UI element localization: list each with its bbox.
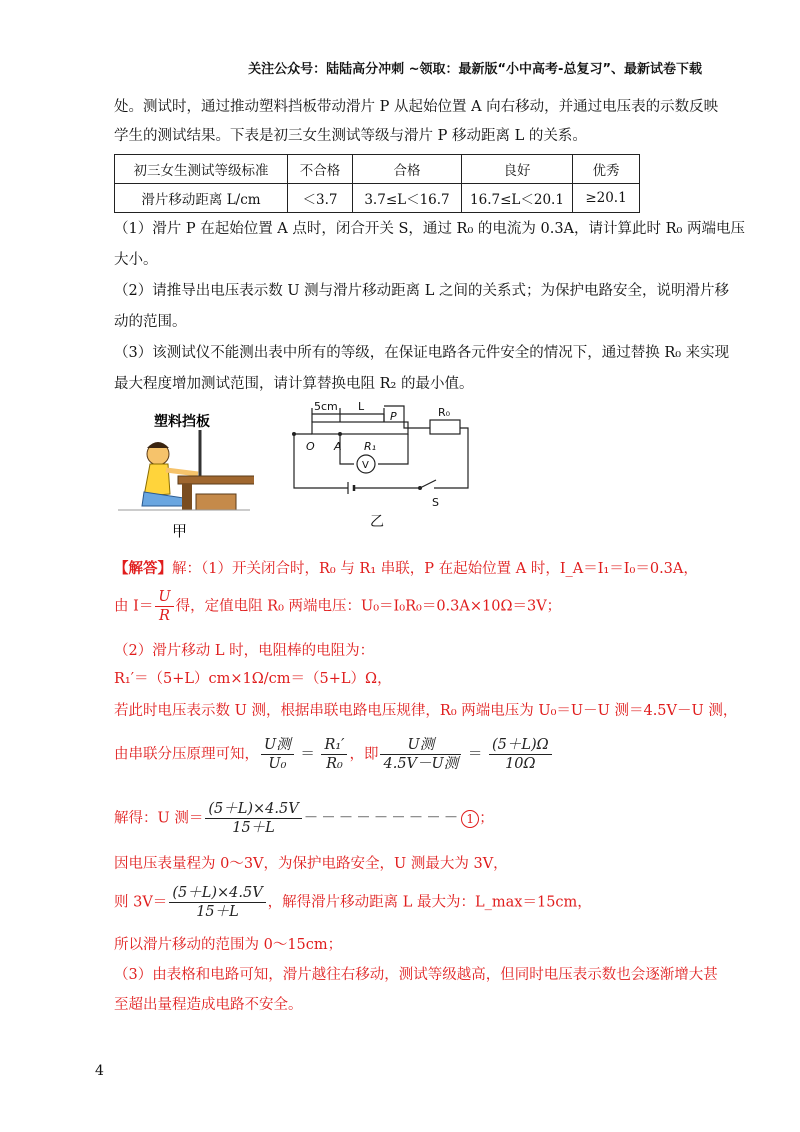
fraction-denominator: 10Ω bbox=[505, 756, 536, 772]
r0-resistor bbox=[430, 420, 460, 434]
fraction-denominator: 15＋L bbox=[232, 820, 275, 836]
dash-leader: －－－－－－－－－ bbox=[303, 810, 462, 827]
label-L: L bbox=[358, 400, 365, 413]
fraction-numerator: (5＋L)×4.5V bbox=[169, 884, 265, 903]
answer-line: 至超出量程造成电路不安全。 bbox=[114, 997, 303, 1013]
fraction-numerator: (5＋L)Ω bbox=[489, 736, 552, 755]
answer-text: 解得：U 测＝ bbox=[114, 810, 204, 827]
grade-table bbox=[114, 154, 640, 213]
fraction-denominator: R bbox=[159, 608, 170, 624]
junction-dot bbox=[338, 432, 342, 436]
question-line: （3）该测试仪不能测出表中所有的等级，在保证电路各元件安全的情况下，通过替换 R₀ 来实现 bbox=[114, 345, 730, 361]
answer-line: 由串联分压原理可知， $\frac{\text{U测}}{\text{U₀}}$ ＝ $\frac{\text{R₁′}}{\text{R₀}}$ ，即 $\frac{\text{U测}}{\text{4.5V－U测}}$ ＝ $\frac{(5+L)\Omega}{10\Omega}$ bbox=[114, 736, 554, 773]
answer-text: ，即 bbox=[349, 746, 379, 763]
fraction-denominator: 4.5V－U测 bbox=[383, 756, 459, 772]
table-cell: 16.7≤L＜20.1 bbox=[462, 184, 573, 213]
answer-text: 得，定值电阻 R₀ 两端电压：U₀＝I₀R₀＝0.3A×10Ω＝3V； bbox=[175, 598, 562, 615]
fraction bbox=[261, 736, 294, 773]
question-line: （1）滑片 P 在起始位置 A 点时，闭合开关 S，通过 R₀ 的电流为 0.3A，请计算此时 R₀ 两端电压 bbox=[114, 221, 745, 237]
fraction bbox=[380, 736, 461, 773]
table-row bbox=[115, 184, 640, 213]
table-cell: 3.7≤L＜16.7 bbox=[353, 184, 462, 213]
label-R1: R₁ bbox=[364, 440, 377, 453]
resistor-rod bbox=[312, 422, 408, 434]
switch-pivot bbox=[418, 486, 422, 490]
fraction bbox=[205, 800, 301, 837]
fraction-numerator: (5＋L)×4.5V bbox=[205, 800, 301, 819]
table-cell: 优秀 bbox=[573, 155, 640, 184]
label-P: P bbox=[390, 410, 397, 423]
answer-line: （2）滑片移动 L 时，电阻棒的电阻为： bbox=[114, 643, 375, 659]
junction-dot bbox=[292, 432, 296, 436]
table-cell: ≥20.1 bbox=[573, 184, 640, 213]
intro-line: 处。测试时，通过推动塑料挡板带动滑片 P 从起始位置 A 向右移动，并通过电压表的示数反映 bbox=[114, 99, 719, 115]
child-arm bbox=[166, 470, 198, 474]
table-header-row bbox=[115, 155, 640, 184]
table-cell: 良好 bbox=[462, 155, 573, 184]
fraction-numerator: U bbox=[155, 588, 173, 607]
answer-line bbox=[114, 588, 561, 625]
answer-line bbox=[114, 800, 494, 837]
answer-line: R₁′＝（5+L）cm×1Ω/cm＝（5+L）Ω， bbox=[114, 671, 392, 687]
table-cell: 不合格 bbox=[288, 155, 353, 184]
table-cell: 合格 bbox=[353, 155, 462, 184]
fraction-numerator: U测 bbox=[261, 736, 294, 755]
measure-box-leg bbox=[182, 484, 192, 510]
child-body bbox=[144, 464, 170, 496]
fraction bbox=[489, 736, 552, 773]
answer-text: ，解得滑片移动距离 L 最大为：L_max＝15cm， bbox=[267, 894, 592, 911]
answer-text: ； bbox=[479, 810, 494, 827]
switch-blade bbox=[420, 480, 436, 488]
intro-line: 学生的测试结果。下表是初三女生测试等级与滑片 P 移动距离 L 的关系。 bbox=[114, 128, 587, 144]
answer-line: 若此时电压表示数 U 测，根据串联电路电压规律，R₀ 两端电压为 U₀＝U－U 测＝4.5V－U 测， bbox=[114, 703, 738, 719]
label-S: S bbox=[432, 496, 439, 509]
child-hair bbox=[147, 442, 169, 448]
page-header: 关注公众号：陆陆高分冲刺 ~领取：最新版“小中高考-总复习”、最新试卷下载 bbox=[248, 62, 702, 77]
wire-voltmeter-left bbox=[340, 434, 354, 464]
fraction bbox=[155, 588, 173, 625]
label-V: V bbox=[362, 460, 369, 471]
question-line: 最大程度增加测试范围，请计算替换电阻 R₂ 的最小值。 bbox=[114, 376, 474, 392]
figure-jia-label: 甲 bbox=[172, 522, 188, 540]
table-cell: 滑片移动距离 L/cm bbox=[115, 184, 288, 213]
question-line: 大小。 bbox=[114, 252, 158, 268]
answer-line bbox=[114, 884, 592, 921]
label-5cm: 5cm bbox=[314, 400, 338, 413]
answer-line: 因电压表量程为 0～3V，为保护电路安全，U 测最大为 3V， bbox=[114, 856, 508, 872]
answer-line: （3）由表格和电路可知，滑片越往右移动，测试等级越高，但同时电压表示数也会逐渐增大甚 bbox=[114, 967, 718, 983]
label-O: O bbox=[306, 440, 315, 453]
fraction-numerator: U测 bbox=[380, 736, 461, 755]
fraction-denominator: R₀ bbox=[326, 756, 343, 772]
answer-line bbox=[114, 560, 698, 578]
answer-text: 由串联分压原理可知， bbox=[114, 746, 259, 763]
measure-box-top bbox=[178, 476, 254, 484]
question-line: 动的范围。 bbox=[114, 314, 187, 330]
fraction bbox=[321, 736, 347, 773]
answer-tag: 【解答】 bbox=[114, 560, 172, 577]
figure-jia bbox=[114, 402, 254, 542]
figure-yi-circuit bbox=[284, 392, 484, 532]
figure-jia-title: 塑料挡板 bbox=[154, 414, 210, 430]
table-cell: ＜3.7 bbox=[288, 184, 353, 213]
fraction-numerator: R₁′ bbox=[321, 736, 347, 755]
fraction-denominator: U₀ bbox=[268, 756, 287, 772]
fraction-denominator: 15＋L bbox=[196, 904, 239, 920]
answer-text: 则 3V＝ bbox=[114, 894, 168, 911]
label-A: A bbox=[334, 440, 342, 453]
measure-box-base bbox=[196, 494, 236, 510]
equation-marker: 1 bbox=[461, 810, 479, 828]
wire-voltmeter-right bbox=[378, 434, 408, 464]
label-R0: R₀ bbox=[438, 406, 451, 419]
page-number: 4 bbox=[95, 1063, 104, 1079]
figure-yi-label: 乙 bbox=[370, 514, 384, 530]
answer-text: 解：（1）开关闭合时，R₀ 与 R₁ 串联，P 在起始位置 A 时，I_A＝I₁＝I₀＝0.3A， bbox=[172, 561, 698, 577]
answer-text: 由 I＝ bbox=[114, 598, 154, 615]
question-line: （2）请推导出电压表示数 U 测与滑片移动距离 L 之间的关系式；为保护电路安全，说明滑片移 bbox=[114, 283, 730, 299]
answer-line: 所以滑片移动的范围为 0～15cm； bbox=[114, 937, 343, 953]
table-cell: 初三女生测试等级标准 bbox=[115, 155, 288, 184]
fraction bbox=[169, 884, 265, 921]
